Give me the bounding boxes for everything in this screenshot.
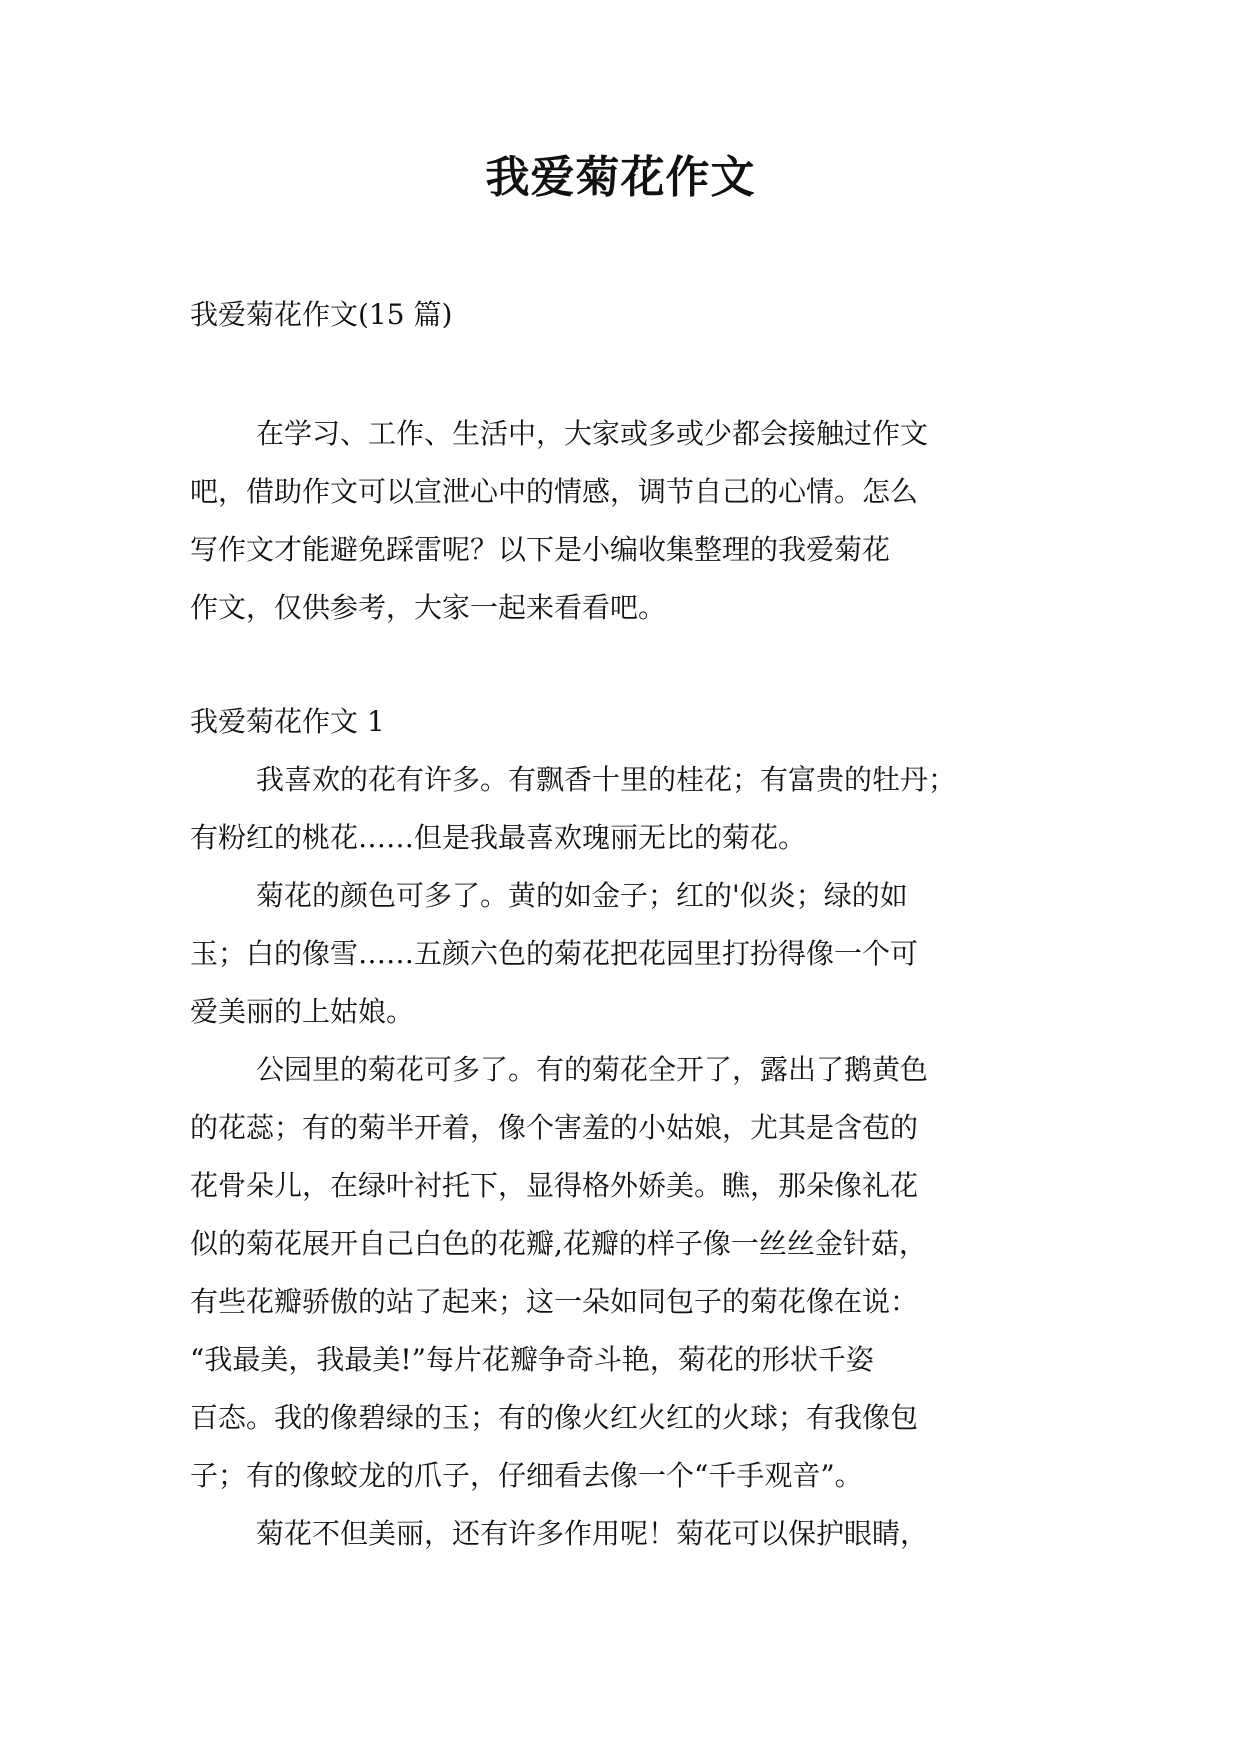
essay-heading: 我爱菊花作文 1 [190, 705, 385, 738]
text-line: 的花蕊；有的菊半开着，像个害羞的小姑娘，尤其是含苞的 [190, 1111, 919, 1144]
text-line: 有粉红的桃花……但是我最喜欢瑰丽无比的菊花。 [190, 821, 807, 854]
text-line: 作文，仅供参考，大家一起来看看吧。 [190, 591, 667, 624]
text-line: 菊花的颜色可多了。黄的如金子；红的'似炎；绿的如 [256, 879, 908, 912]
text-line: 菊花不但美丽，还有许多作用呢！菊花可以保护眼睛， [256, 1517, 929, 1550]
text-line: 子；有的像蛟龙的爪子，仔细看去像一个“千手观音”。 [190, 1459, 863, 1492]
text-line: 玉；白的像雪……五颜六色的菊花把花园里打扮得像一个可 [190, 937, 919, 970]
document-subtitle: 我爱菊花作文(15 篇) [190, 298, 453, 331]
intro-paragraph [190, 405, 1052, 637]
text-line: 我喜欢的花有许多。有飘香十里的桂花；有富贵的牡丹； [256, 763, 957, 796]
essay-section [190, 693, 1052, 1563]
text-line: 有些花瓣骄傲的站了起来；这一朵如同包子的菊花像在说： [190, 1285, 919, 1318]
text-line: 爱美丽的上姑娘。 [190, 995, 415, 1028]
text-line: 公园里的菊花可多了。有的菊花全开了，露出了鹅黄色 [256, 1053, 929, 1086]
text-line: 似的菊花展开自己白色的花瓣,花瓣的样子像一丝丝金针菇， [190, 1227, 927, 1260]
paragraph [190, 1505, 1052, 1563]
text-line: 花骨朵儿，在绿叶衬托下，显得格外娇美。瞧，那朵像礼花 [190, 1169, 919, 1202]
document-title: 我爱菊花作文 [485, 152, 756, 203]
text-line: 吧，借助作文可以宣泄心中的情感，调节自己的心情。怎么 [190, 475, 919, 508]
text-line: “我最美，我最美!”每片花瓣争奇斗艳，菊花的形状千姿 [190, 1343, 874, 1376]
paragraph [190, 751, 1052, 867]
paragraph [190, 867, 1052, 1041]
text-line: 在学习、工作、生活中，大家或多或少都会接触过作文 [256, 417, 929, 450]
paragraph [190, 1041, 1052, 1505]
text-line: 写作文才能避免踩雷呢？以下是小编收集整理的我爱菊花 [190, 533, 891, 566]
text-line: 百态。我的像碧绿的玉；有的像火红火红的火球；有我像包 [190, 1401, 919, 1434]
